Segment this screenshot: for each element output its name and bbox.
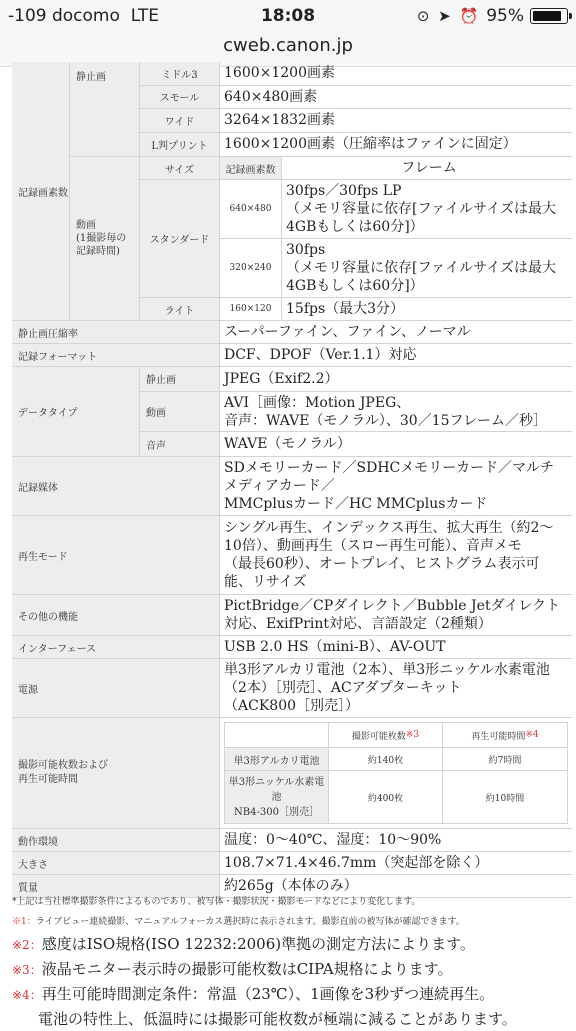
note-5: 電池の特性上、低温時には撮影可能枚数が極端に減ることがあります。 (38, 1010, 517, 1028)
cell-value: AVI［画像：Motion JPEG、 音声：WAVE（モノラル）、30／15フレーム／秒］ (224, 394, 547, 429)
network-type: LTE (130, 6, 159, 26)
compression-row (12, 321, 572, 344)
header-pixels: 記録画素数 (220, 157, 282, 179)
other-functions-row (12, 595, 572, 636)
cell-time: 約7時間 (488, 755, 522, 766)
row-label: 質量 (12, 875, 220, 897)
standard-label: スタンダード (140, 180, 220, 297)
row-value: スーパーファイン、ファイン、ノーマル (224, 324, 471, 340)
note-3: ※3：液晶モニター表示時の撮影可能枚数はCIPA規格によります。 (12, 960, 453, 978)
cell-label: 静止画 (140, 367, 220, 391)
cell-value: WAVE（モノラル） (224, 436, 351, 453)
row-label: 再生モード (12, 516, 220, 594)
recording-pixels-section (12, 62, 572, 321)
row-label: 記録フォーマット (12, 344, 220, 366)
row-label: 大きさ (12, 852, 220, 874)
sub-label: 静止画 (70, 62, 140, 156)
size-row (12, 852, 572, 875)
table-row (140, 133, 572, 156)
still-block (70, 62, 572, 157)
row-label: 電源 (12, 659, 220, 717)
table-row (140, 86, 572, 110)
table-row (140, 367, 572, 392)
row-label: その他の機能 (12, 595, 220, 635)
row-value: PictBridge／CPダイレクト／Bubble Jetダイレクト 対応、ExifPrint対応、言語設定（2種類） (224, 598, 561, 632)
row-label: 動作環境 (12, 829, 220, 851)
header-size: サイズ (140, 157, 220, 179)
movie-header-row (140, 157, 572, 180)
row-value: DCF、DPOF（Ver.1.1）対応 (224, 347, 417, 363)
cell-value: 30fps／30fps LP （メモリ容量に依存[ファイルサイズは最大 4GBもしくは60分]） (286, 183, 557, 235)
table-row (220, 180, 572, 239)
row-label: 記録媒体 (12, 457, 220, 515)
table-row (140, 392, 572, 433)
row-label: データタイプ (12, 367, 140, 456)
row-value: 108.7×71.4×46.7mm（突起部を除く） (224, 855, 489, 871)
standard-block (140, 180, 572, 298)
row-value: 約265g（本体のみ） (224, 878, 358, 894)
cell-time: 約10時間 (485, 793, 525, 804)
cell-label: 動画 (140, 392, 220, 432)
row-value: シングル再生、インデックス再生、拡大再生（約2～ 10倍）、動画再生（スロー再生可能）、音声メモ （最長60秒）、オートプレイ、ヒストグラム表示可 能、リサイズ (224, 520, 554, 590)
cell-shots: 約400枚 (329, 771, 443, 823)
table-row (224, 748, 568, 771)
cell-value: 30fps （メモリ容量に依存[ファイルサイズは最大 4GBもしくは60分]） (286, 242, 557, 294)
row-label: インターフェース (12, 636, 220, 658)
footnotes (12, 892, 572, 1031)
format-row (12, 344, 572, 367)
clock: 18:08 (260, 6, 316, 26)
sub-label: 動画 (1撮影毎の 記録時間) (70, 157, 140, 320)
light-label: ライト (140, 298, 220, 320)
table-row (224, 771, 568, 824)
env-row (12, 829, 572, 852)
cell-value: 640×480画素 (224, 88, 318, 105)
header-shots: 撮影可能枚数 ※3 (329, 723, 443, 747)
carrier: -109 docomo (8, 6, 120, 26)
header-frame: フレーム (401, 160, 457, 176)
shots-header (224, 722, 568, 748)
cell-value: JPEG（Exif2.2） (224, 370, 339, 387)
cell-pixels: 640×480 (220, 180, 282, 238)
row-value: SDメモリーカード／SDHCメモリーカード／マルチ メディアカード／ MMCplusカード／HC MMCplusカード (224, 460, 554, 512)
table-row (140, 109, 572, 133)
note-general: *上記は当社標準撮影条件によるものであり、被写体・撮影状況・撮影モードなどにより変化します。 (12, 897, 421, 907)
cell-pixels: 320×240 (220, 239, 282, 297)
battery-icon (530, 8, 568, 24)
table-row (140, 62, 572, 86)
row-label: 静止画圧縮率 (12, 321, 220, 343)
status-bar (0, 0, 576, 32)
playback-row (12, 516, 572, 595)
note-1: ※1：ライブビュー連続撮影、マニュアルフォーカス選択時に表示されます。撮影直前の被写体が確認できます。 (12, 917, 465, 927)
row-label: 記録画素数 (12, 62, 70, 320)
row-value: 温度：0～40℃、湿度：10～90% (224, 832, 442, 848)
media-row (12, 457, 572, 516)
header-time: 再生可能時間 ※4 (471, 730, 539, 742)
note-4: ※4：再生可能時間測定条件：常温（23℃）、1画像を3秒ずつ連続再生。 (12, 985, 495, 1003)
cell-label: L判プリント (140, 133, 220, 156)
cell-shots: 約140枚 (329, 748, 443, 770)
interface-row (12, 636, 572, 659)
battery-percent: 95% (486, 6, 524, 26)
shots-section (12, 718, 572, 829)
cell-label: 単3形アルカリ電池 (225, 748, 329, 770)
cell-label: ワイド (140, 109, 220, 132)
status-icons: ⊙ ➤ ⏰ (416, 7, 481, 25)
power-row (12, 659, 572, 718)
cell-label: 単3形ニッケル水素電 池 NB4-300［別売］ (225, 771, 329, 823)
cell-value: 15fps（最大3分） (286, 301, 405, 317)
spec-table (12, 62, 572, 898)
datatype-section (12, 367, 572, 457)
cell-label: ミドル3 (140, 62, 220, 85)
cell-value: 1600×1200画素 (224, 65, 335, 82)
cell-label: スモール (140, 86, 220, 109)
cell-value: 1600×1200画素（圧縮率はファインに固定） (224, 136, 517, 153)
movie-block (70, 157, 572, 320)
note-2: ※2：感度はISO規格(ISO 12232:2006)準拠の測定方法によります。 (12, 935, 475, 953)
cell-pixels: 160×120 (220, 298, 282, 320)
table-row (220, 239, 572, 297)
row-value: 単3形アルカリ電池（2本）、単3形ニッケル水素電池 （2本）［別売］、ACアダプターキット （ACK800［別売］） (224, 662, 550, 714)
light-row (140, 298, 572, 320)
row-value: USB 2.0 HS（mini-B）、AV-OUT (224, 639, 446, 655)
cell-label: 音声 (140, 432, 220, 456)
row-label: 撮影可能枚数および 再生可能時間 (12, 718, 220, 828)
url-text: cweb.canon.jp (223, 35, 353, 56)
cell-value: 3264×1832画素 (224, 112, 335, 129)
table-row (140, 432, 572, 456)
